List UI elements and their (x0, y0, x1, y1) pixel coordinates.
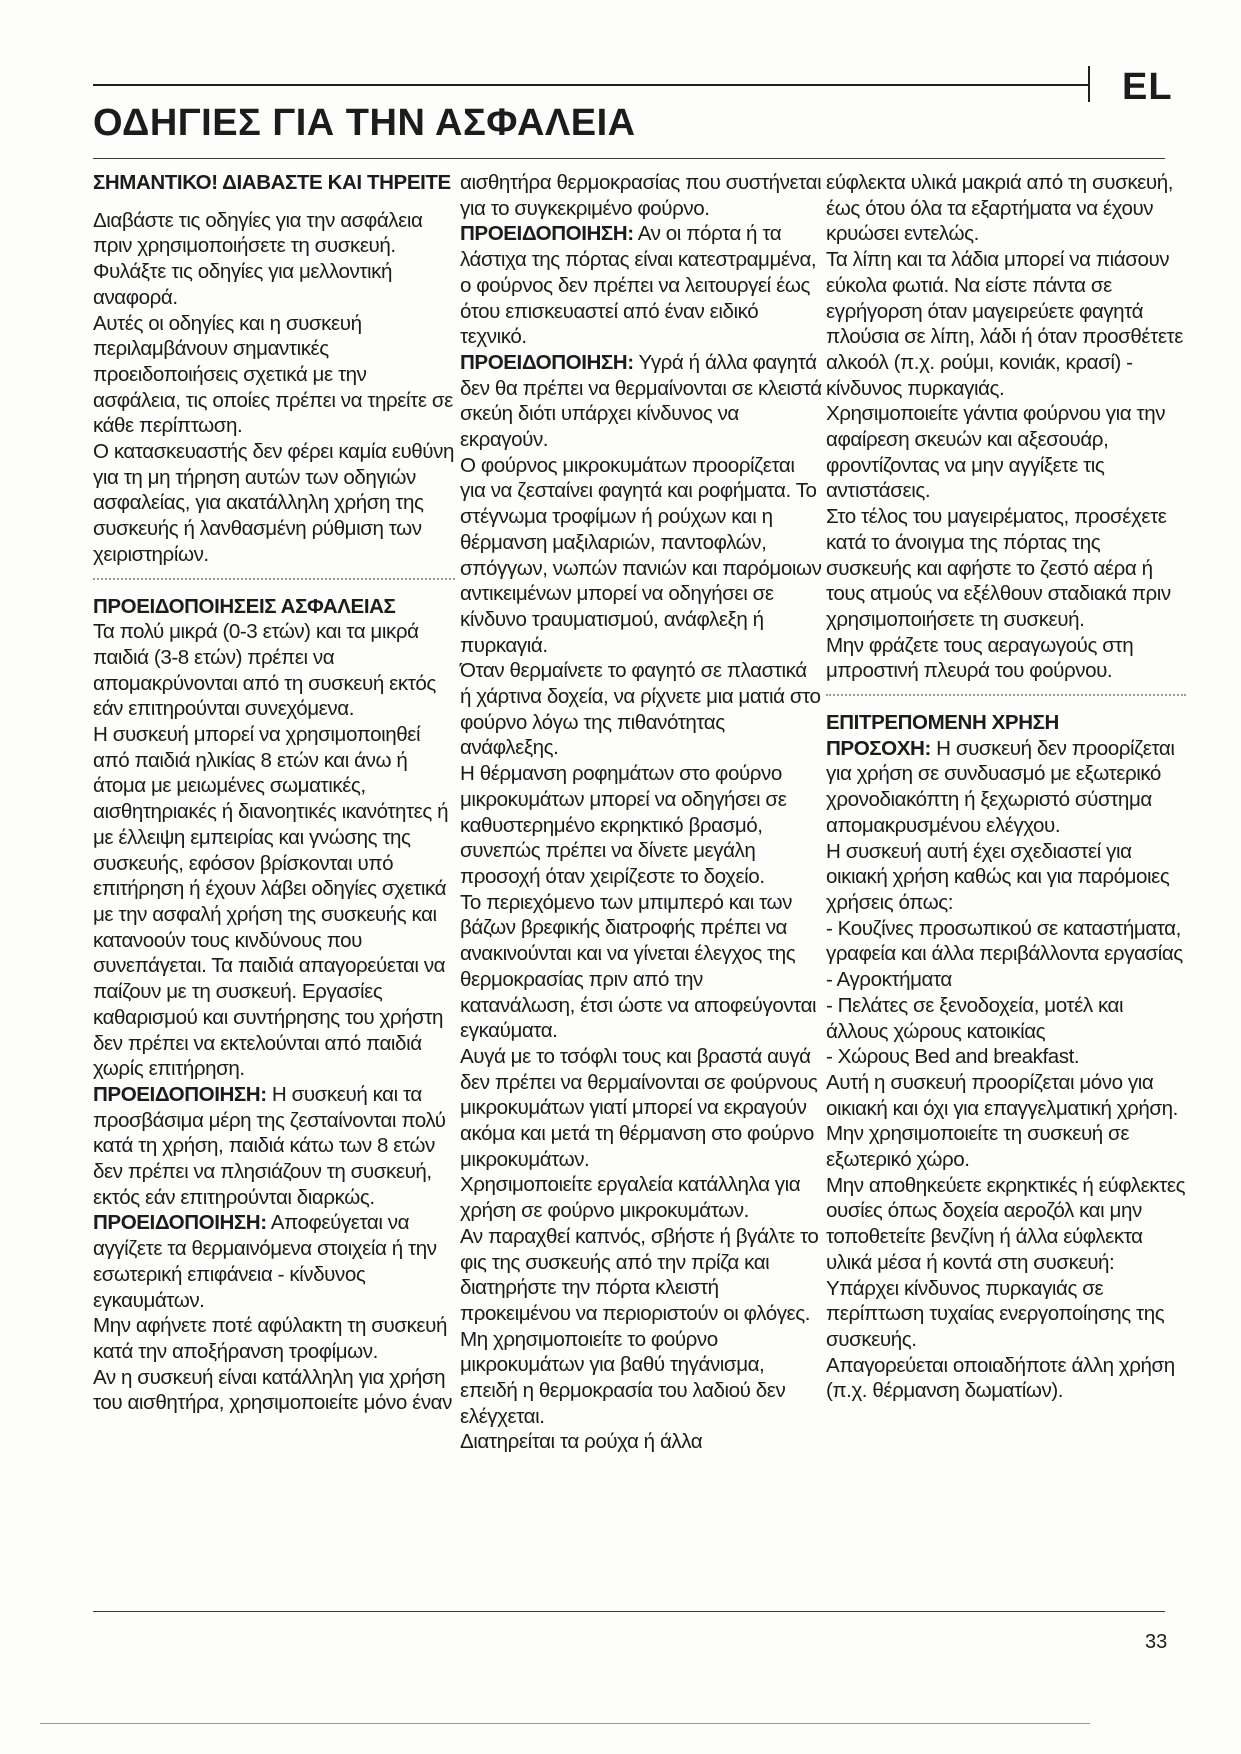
paragraph: Αυγά με το τσόφλι τους και βραστά αυγά δεν πρέπει να θερμαίνονται σε φούρνους μικροκυμάτων γιατί μπορεί να εκραγούν ακόμα και μετά τη θέρμανση στο φούρνο μικροκυμάτων. (460, 1044, 818, 1171)
column-2 (460, 170, 822, 1455)
warning-paragraph (93, 1082, 455, 1211)
warning-label: ΠΡΟΕΙΔΟΠΟΙΗΣΗ: (93, 1082, 267, 1106)
paragraph: Η συσκευή αυτή έχει σχεδιαστεί για οικιακή χρήση καθώς και για παρόμοιες χρήσεις όπως: (826, 839, 1170, 914)
title-rule (93, 158, 1165, 159)
warning-label: ΠΡΟΣΟΧΗ: (826, 736, 931, 760)
paragraph: Αυτές οι οδηγίες και η συσκευή περιλαμβάνουν σημαντικές προειδοποιήσεις σχετικά με την ασφάλεια, τις οποίες πρέπει να τηρείτε σε κάθε περίπτωση. (93, 311, 453, 438)
paragraph: Στο τέλος του μαγειρέματος, προσέχετε κατά το άνοιγμα της πόρτας της συσκευής και αφήστε το ζεστό αέρα ή τους ατμούς να εξέλθουν σταδιακά πριν χρησιμοποιήσετε τη συσκευή. (826, 505, 1171, 631)
paragraph: Τα λίπη και τα λάδια μπορεί να πιάσουν εύκολα φωτιά. Να είστε πάντα σε εγρήγορση όταν μαγειρεύετε φαγητά πλούσια σε λίπη, λάδι ή όταν προσθέτετε αλκοόλ (π.χ. ρούμι, κονιάκ, κρασί) - κίνδυνος πυρκαγιάς. (826, 248, 1183, 400)
paragraph: Φυλάξτε τις οδηγίες για μελλοντική αναφορά. (93, 260, 393, 309)
dotted-divider (93, 578, 455, 580)
language-code: EL (1122, 66, 1173, 108)
list-item: - Αγροκτήματα (826, 968, 952, 992)
paragraph: Η συσκευή μπορεί να χρησιμοποιηθεί από παιδιά ηλικίας 8 ετών και άνω ή άτομα με μειωμένες σωματικές, αισθητηριακές ή διανοητικές ικανότητες ή με έλλειψη εμπειρίας και γνώσης της συσκευής, εφόσον βρίσκονται υπό επιτήρηση ή έχουν λάβει οδηγίες σχετικά με την ασφαλή χρήση της συσκευής και κατανοούν τους κινδύνους που συνεπάγεται. Τα παιδιά απαγορεύεται να παίζουν με τη συσκευή. Εργασίες καθαρισμού και συντήρησης του χρήστη δεν πρέπει να εκτελούνται από παιδιά χωρίς επιτήρηση. (93, 723, 449, 1081)
warning-label: ΠΡΟΕΙΔΟΠΟΙΗΣΗ: (460, 222, 634, 246)
section-heading-safety-warnings: ΠΡΟΕΙΔΟΠΟΙΗΣΕΙΣ ΑΣΦΑΛΕΙΑΣ (93, 594, 396, 618)
warning-text: Υγρά ή άλλα φαγητά δεν θα πρέπει να θερμαίνονται σε κλειστά σκεύη διότι υπάρχει κίνδυνος να εκραγούν. (460, 350, 822, 452)
list-item: - Πελάτες σε ξενοδοχεία, μοτέλ και άλλους χώρους κατοικίας (826, 993, 1124, 1043)
list-item: - Κουζίνες προσωπικού σε καταστήματα, γραφεία και άλλα περιβάλλοντα εργασίας (826, 916, 1183, 966)
paragraph: Μην αφήνετε ποτέ αφύλακτη τη συσκευή κατά την αποξήρανση τροφίμων. (93, 1314, 447, 1363)
column-1 (93, 170, 455, 1416)
warning-text: Αποφεύγεται να αγγίζετε τα θερμαινόμενα στοιχεία ή την εσωτερική επιφάνεια - κίνδυνος εγκαυμάτων. (93, 1211, 437, 1312)
paragraph: Μην χρησιμοποιείτε τη συσκευή σε εξωτερικό χώρο. (826, 1122, 1130, 1172)
paragraph: Το περιεχόμενο των μπιμπερό και των βάζων βρεφικής διατροφής πρέπει να ανακινούνται και να γίνεται έλεγχος της θερμοκρασίας πριν από την κατανάλωση, έτσι ώστε να αποφεύγονται εγκαύματα. (460, 890, 817, 1043)
footer-rule (40, 1723, 1090, 1724)
paragraph: Ο φούρνος μικροκυμάτων προορίζεται για να ζεσταίνει φαγητά και ροφήματα. Το στέγνωμα τροφίμων ή ρούχων και η θέρμανση μαξιλαριών, παντοφλών, σπόγγων, νωπών πανιών και παρόμοιων αντικειμένων μπορεί να οδηγήσει σε κίνδυνο τραυματισμού, ανάφλεξη ή πυρκαγιά. (460, 453, 822, 657)
warning-paragraph (826, 736, 1186, 839)
section-heading-permitted-use: ΕΠΙΤΡΕΠΟΜΕΝΗ ΧΡΗΣΗ (826, 711, 1059, 735)
bottom-rule (93, 1611, 1165, 1612)
warning-text: Η συσκευή δεν προορίζεται για χρήση σε συνδυασμό με εξωτερικό χρονοδιακόπτη ή ξεχωριστό σύστημα απομακρυσμένου ελέγχου. (826, 736, 1175, 837)
paragraph: Απαγορεύεται οποιαδήποτε άλλη χρήση (π.χ. θέρμανση δωματίων). (826, 1353, 1175, 1403)
paragraph: Αν παραχθεί καπνός, σβήστε ή βγάλτε το φις της συσκευής από την πρίζα και διατηρήστε την πόρτα κλειστή προκειμένου να περιοριστούν οι φλόγες. (460, 1224, 819, 1325)
dotted-divider (826, 694, 1186, 696)
warning-paragraph (93, 1210, 455, 1313)
paragraph: Μην αποθηκεύετε εκρηκτικές ή εύφλεκτες ουσίες όπως δοχεία αεροζόλ και μην τοποθετείτε βενζίνη ή άλλα εύφλεκτα υλικά μέσα ή κοντά στη συσκευή: Υπάρχει κίνδυνος πυρκαγιάς σε περίπτωση τυχαίας ενεργοποίησης της συσκευής. (826, 1173, 1186, 1351)
warning-paragraph (460, 350, 822, 453)
column-3 (826, 170, 1186, 1404)
warning-text: Αν οι πόρτα ή τα λάστιχα της πόρτας είναι κατεστραμμένα, ο φούρνος δεν πρέπει να λειτουργεί έως ότου επισκευαστεί από έναν ειδικό τεχνικό. (460, 222, 817, 349)
warning-text: Η συσκευή και τα προσβάσιμα μέρη της ζεσταίνονται πολύ κατά τη χρήση, παιδιά κάτω των 8 ετών δεν πρέπει να πλησιάζουν τη συσκευή, εκτός εάν επιτηρούνται διαρκώς. (93, 1082, 446, 1209)
paragraph: Όταν θερμαίνετε το φαγητό σε πλαστικά ή χάρτινα δοχεία, να ρίχνετε μια ματιά στο φούρνο λόγω της πιθανότητας ανάφλεξης. (460, 659, 821, 760)
paragraph: εύφλεκτα υλικά μακριά από τη συσκευή, έως ότου όλα τα εξαρτήματα να έχουν κρυώσει εντελώς. (826, 171, 1173, 246)
spacer (93, 196, 455, 208)
paragraph: αισθητήρα θερμοκρασίας που συστήνεται για το συγκεκριμένο φούρνο. (460, 171, 822, 220)
paragraph: Μη χρησιμοποιείτε το φούρνο μικροκυμάτων για βαθύ τηγάνισμα, επειδή η θερμοκρασία του λαδιού δεν ελέγχεται. (460, 1327, 786, 1428)
paragraph: Μην φράζετε τους αεραγωγούς στη μπροστινή πλευρά του φούρνου. (826, 633, 1134, 683)
paragraph: Αν η συσκευή είναι κατάλληλη για χρήση του αισθητήρα, χρησιμοποιείτε μόνο έναν (93, 1365, 452, 1415)
list-item: - Χώρους Bed and breakfast. (826, 1045, 1080, 1069)
paragraph: Η θέρμανση ροφημάτων στο φούρνο μικροκυμάτων μπορεί να οδηγήσει σε καθυστερημένο εκρηκτικό βρασμό, συνεπώς πρέπει να δίνετε μεγάλη προσοχή όταν χειρίζεστε το δοχείο. (460, 762, 787, 888)
header-tick (1088, 66, 1090, 102)
page-number: 33 (1145, 1631, 1168, 1653)
paragraph: Ο κατασκευαστής δεν φέρει καμία ευθύνη για τη μη τήρηση αυτών των οδηγιών ασφαλείας, για ακατάλληλη χρήση της συσκευής ή λανθασμένη ρύθμιση των χειριστηρίων. (93, 440, 454, 566)
paragraph: Χρησιμοποιείτε εργαλεία κατάλληλα για χρήση σε φούρνο μικροκυμάτων. (460, 1173, 801, 1223)
paragraph: Αυτή η συσκευή προορίζεται μόνο για οικιακή και όχι για επαγγελματική χρήση. (826, 1070, 1178, 1120)
section-heading-important: ΣΗΜΑΝΤΙΚΟ! ΔΙΑΒΑΣΤΕ ΚΑΙ ΤΗΡΕΙΤΕ (93, 171, 451, 194)
paragraph: Διατηρείται τα ρούχα ή άλλα (460, 1430, 703, 1454)
page-title: ΟΔΗΓΙΕΣ ΓΙΑ ΤΗΝ ΑΣΦΑΛΕΙΑ (93, 102, 636, 144)
paragraph: Διαβάστε τις οδηγίες για την ασφάλεια πριν χρησιμοποιήσετε τη συσκευή. (93, 208, 423, 258)
warning-paragraph (460, 221, 822, 350)
header-rule (93, 84, 1088, 86)
paragraph: Τα πολύ μικρά (0-3 ετών) και τα μικρά παιδιά (3-8 ετών) πρέπει να απομακρύνονται από τη συσκευή εκτός εάν επιτηρούνται συνεχόμενα. (93, 620, 436, 721)
warning-label: ΠΡΟΕΙΔΟΠΟΙΗΣΗ: (93, 1211, 267, 1235)
warning-label: ΠΡΟΕΙΔΟΠΟΙΗΣΗ: (460, 350, 634, 374)
paragraph: Χρησιμοποιείτε γάντια φούρνου για την αφαίρεση σκευών και αξεσουάρ, φροντίζοντας να μην αγγίξετε τις αντιστάσεις. (826, 402, 1166, 503)
